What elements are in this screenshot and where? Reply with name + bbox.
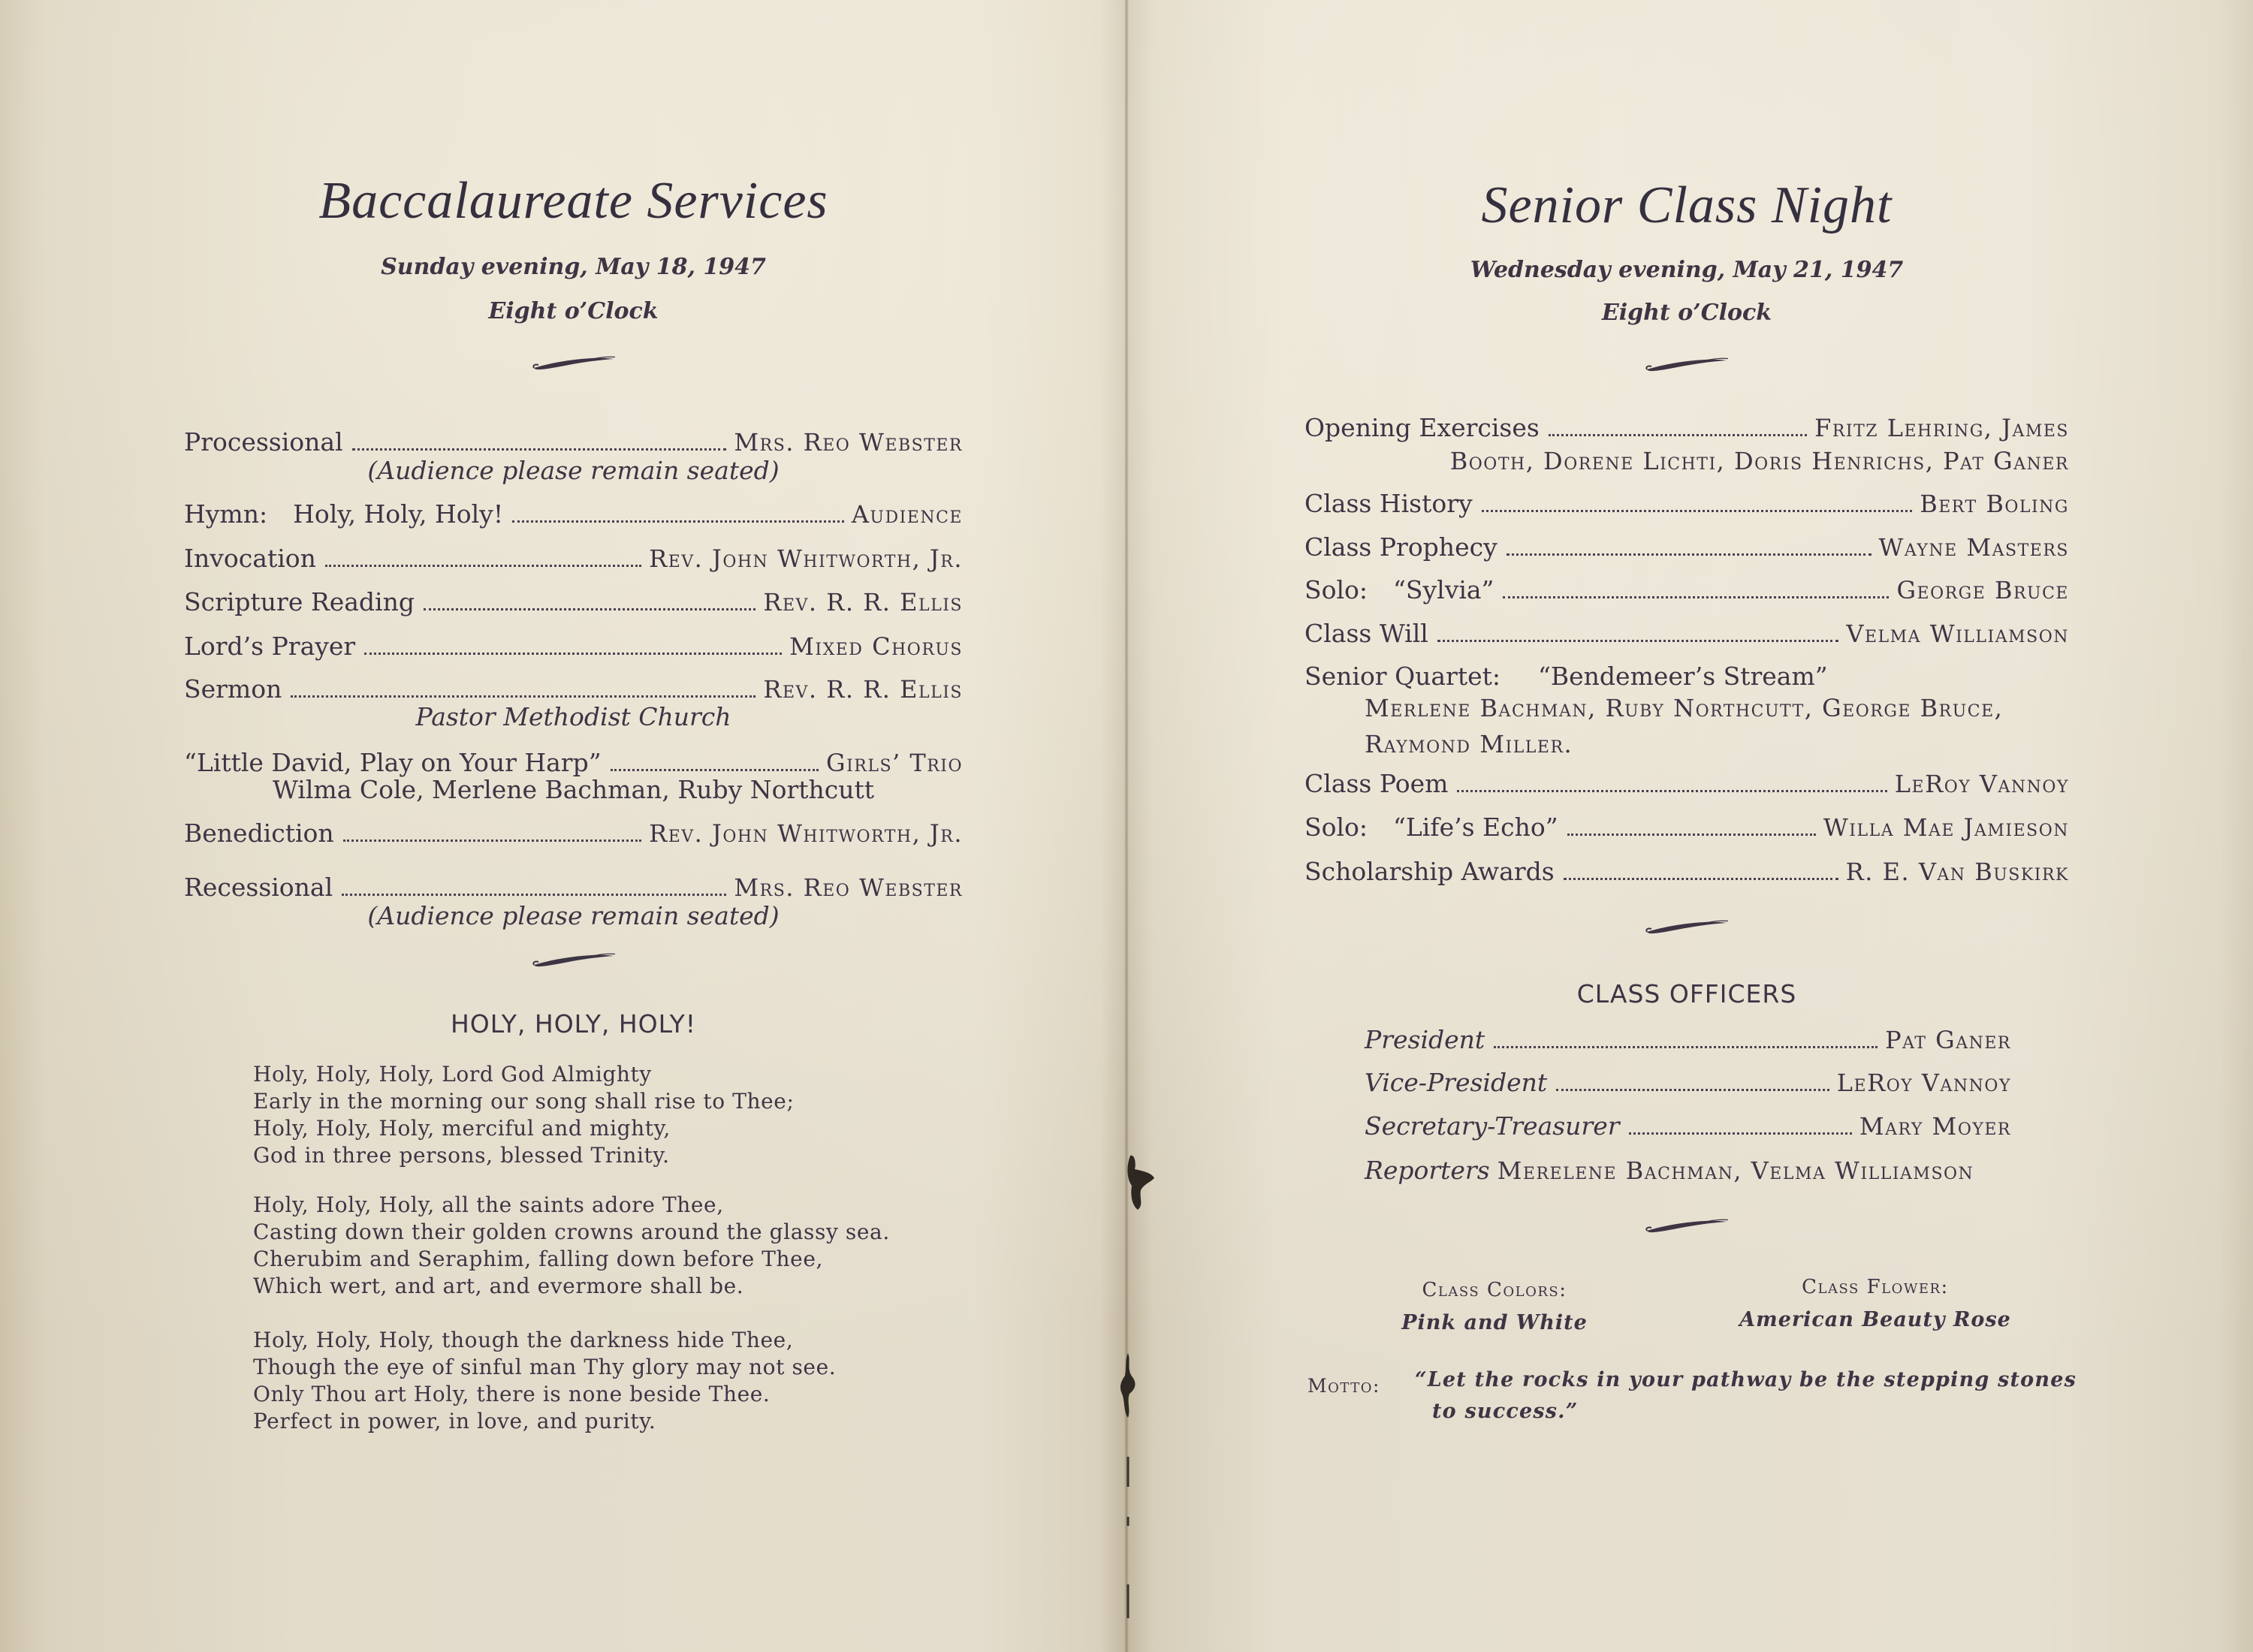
program-row-processional xyxy=(184,427,963,457)
dot-leader xyxy=(1549,434,1807,436)
dot-leader xyxy=(1494,1046,1878,1048)
dot-leader xyxy=(1556,1089,1829,1091)
program-item: Class Prophecy xyxy=(1304,532,1497,562)
dot-leader xyxy=(1564,878,1838,880)
dot-leader xyxy=(325,565,641,567)
program-note: Pastor Methodist Church xyxy=(415,702,731,731)
dot-leader xyxy=(1507,553,1871,556)
officer-name: Pat Ganer xyxy=(1885,1026,2011,1054)
binding-hole-mark xyxy=(1117,1352,1140,1419)
program-row-class-will xyxy=(1304,619,2069,649)
program-item: “Bendemeer’s Stream” xyxy=(1538,662,1828,691)
program-item: “Sylvia” xyxy=(1393,575,1494,604)
officer-role: Secretary-Treasurer xyxy=(1365,1111,1620,1141)
dot-leader xyxy=(611,769,819,771)
baccalaureate-page xyxy=(184,0,963,1652)
dot-leader xyxy=(343,840,641,842)
program-performer: Mixed Chorus xyxy=(789,632,963,661)
program-item: Scholarship Awards xyxy=(1304,857,1555,886)
class-officers-heading: CLASS OFFICERS xyxy=(1576,979,1797,1008)
officer-role: Vice-President xyxy=(1365,1068,1548,1097)
binding-hole-mark xyxy=(1124,1153,1162,1213)
officer-name: Merelene Bachman, Velma Williamson xyxy=(1497,1156,1974,1185)
hymn-line: Only Thou art Holy, there is none beside Thee. xyxy=(253,1382,771,1406)
dot-leader xyxy=(1567,834,1816,836)
program-row-scripture-reading xyxy=(184,587,963,617)
program-item: Invocation xyxy=(184,544,316,573)
dot-leader xyxy=(364,653,782,655)
program-performer: Rev. R. R. Ellis xyxy=(763,675,963,704)
class-colors xyxy=(1337,1277,1652,1337)
program-item: “Little David, Play on Your Harp” xyxy=(184,748,602,777)
hymn-line: Though the eye of sinful man Thy glory may not see. xyxy=(253,1355,837,1379)
program-note: Wilma Cole, Merlene Bachman, Ruby Northcutt xyxy=(272,775,875,804)
program-row-opening-exercises xyxy=(1304,413,2069,443)
program-performer: Wayne Masters xyxy=(1878,533,2069,562)
motto-text-line: to success.” xyxy=(1432,1400,1579,1423)
program-item: Class History xyxy=(1304,489,1473,518)
binding-tick-marks xyxy=(1125,1457,1131,1629)
class-flower xyxy=(1718,1274,2033,1334)
program-performer: Rev. R. R. Ellis xyxy=(763,588,963,616)
program-item: Lord’s Prayer xyxy=(184,632,356,661)
program-performer-continuation: Raymond Miller. xyxy=(1365,730,1573,758)
program-row-solo-sylvia xyxy=(1304,575,2069,605)
program-performer: R. E. Van Buskirk xyxy=(1845,858,2069,886)
officer-row-president xyxy=(1365,1025,2011,1055)
hymn-line: Cherubim and Seraphim, falling down before Thee, xyxy=(253,1247,824,1271)
hymn-line: Which wert, and art, and evermore shall be. xyxy=(253,1274,744,1298)
program-item: Class Poem xyxy=(1304,769,1449,798)
class-flower-value: American Beauty Rose xyxy=(1739,1308,2011,1331)
senior-class-night-page xyxy=(1304,0,2077,1652)
program-performer: Rev. John Whitworth, Jr. xyxy=(649,819,963,848)
program-performer: Mrs. Reo Webster xyxy=(734,873,963,902)
officer-name: Mary Moyer xyxy=(1859,1112,2011,1141)
program-performer: Mrs. Reo Webster xyxy=(734,428,963,457)
hymn-verse xyxy=(253,1061,795,1169)
program-label: Solo: xyxy=(1304,812,1368,842)
event-time: Eight o’Clock xyxy=(1601,300,1772,326)
officer-row-reporters xyxy=(1365,1156,2011,1186)
program-row-class-history xyxy=(1304,489,2069,519)
program-row-class-poem xyxy=(1304,769,2069,799)
event-date: Sunday evening, May 18, 1947 xyxy=(381,254,766,280)
class-colors-label: Class Colors: xyxy=(1422,1279,1567,1301)
program-row-benediction xyxy=(184,818,963,849)
hymn-title: HOLY, HOLY, HOLY! xyxy=(450,1009,697,1039)
hymn-line: Holy, Holy, Holy, Lord God Almighty xyxy=(253,1062,652,1087)
hymn-line: Holy, Holy, Holy, all the saints adore Thee, xyxy=(253,1192,724,1217)
program-row-little-david xyxy=(184,748,963,778)
program-note: (Audience please remain seated) xyxy=(367,901,780,930)
dot-leader xyxy=(352,448,727,451)
motto-text-line: “Let the rocks in your pathway be the stepping stones xyxy=(1415,1368,2077,1391)
class-flower-label: Class Flower: xyxy=(1802,1276,1949,1298)
hymn-line: Holy, Holy, Holy, though the darkness hide Thee, xyxy=(253,1328,794,1352)
event-date: Wednesday evening, May 21, 1947 xyxy=(1470,257,1904,283)
program-note: (Audience please remain seated) xyxy=(367,456,780,485)
hymn-line: Holy, Holy, Holy, merciful and mighty, xyxy=(253,1116,671,1141)
dot-leader xyxy=(1457,790,1887,792)
program-row-scholarship-awards xyxy=(1304,857,2069,887)
officer-role: Reporters xyxy=(1365,1156,1490,1185)
program-row-lords-prayer xyxy=(184,632,963,662)
program-row-solo-lifes-echo xyxy=(1304,812,2069,843)
program-row-senior-quartet xyxy=(1304,662,2069,692)
dot-leader xyxy=(1503,596,1889,598)
program-item: Scripture Reading xyxy=(184,587,415,616)
hymn-verse xyxy=(253,1327,836,1435)
dot-leader xyxy=(424,608,756,610)
flourish-ornament xyxy=(1645,355,1729,373)
program-item: Holy, Holy, Holy! xyxy=(293,499,504,529)
dot-leader xyxy=(1629,1132,1852,1135)
program-performer: Rev. John Whitworth, Jr. xyxy=(649,544,963,573)
program-performer-continuation: Merlene Bachman, Ruby Northcutt, George Bruce, xyxy=(1365,694,2004,722)
program-performer: Audience xyxy=(851,500,963,529)
program-row-recessional xyxy=(184,873,963,903)
program-performer: Bert Boling xyxy=(1920,490,2069,518)
program-row-class-prophecy xyxy=(1304,532,2069,562)
program-performer: Willa Mae Jamieson xyxy=(1823,813,2069,842)
program-item: Benediction xyxy=(184,818,334,848)
program-label: Hymn: xyxy=(184,499,268,529)
program-row-sermon xyxy=(184,674,963,704)
page-title: Baccalaureate Services xyxy=(318,172,828,230)
program-performer: LeRoy Vannoy xyxy=(1894,770,2069,798)
dot-leader xyxy=(342,894,726,896)
program-item: Processional xyxy=(184,427,343,457)
hymn-line: Casting down their golden crowns around the glassy sea. xyxy=(253,1219,890,1244)
program-item: Opening Exercises xyxy=(1304,413,1540,442)
program-performer: Velma Williamson xyxy=(1846,620,2069,648)
program-performer: Fritz Lehring, James xyxy=(1814,414,2069,442)
hymn-line: God in three persons, blessed Trinity. xyxy=(253,1143,670,1168)
hymn-line: Early in the morning our song shall rise to Thee; xyxy=(253,1089,795,1114)
program-item: “Life’s Echo” xyxy=(1393,812,1558,842)
program-performer: George Bruce xyxy=(1896,576,2069,604)
officer-row-secretary-treasurer xyxy=(1365,1111,2011,1141)
program-label: Solo: xyxy=(1304,575,1368,604)
program-item: Class Will xyxy=(1304,619,1428,648)
program-performer-continuation: Booth, Dorene Lichti, Doris Henrichs, Pat Ganer xyxy=(1449,447,2069,475)
flourish-ornament xyxy=(532,354,616,372)
program-row-hymn xyxy=(184,499,963,529)
dot-leader xyxy=(1437,640,1839,642)
program-row-invocation xyxy=(184,544,963,574)
flourish-ornament xyxy=(1645,918,1729,936)
hymn-verse xyxy=(253,1192,890,1300)
motto-label: Motto: xyxy=(1307,1375,1380,1397)
flourish-ornament xyxy=(532,951,616,969)
program-performer: Girls’ Trio xyxy=(826,749,963,777)
program-label: Senior Quartet: xyxy=(1304,662,1501,691)
program-item: Recessional xyxy=(184,873,333,902)
event-time: Eight o’Clock xyxy=(488,298,659,324)
page-title: Senior Class Night xyxy=(1481,176,1893,234)
class-colors-value: Pink and White xyxy=(1401,1311,1588,1334)
officer-role: President xyxy=(1365,1025,1485,1054)
program-item: Sermon xyxy=(184,674,282,704)
hymn-line: Perfect in power, in love, and purity. xyxy=(253,1409,656,1433)
officer-name: LeRoy Vannoy xyxy=(1836,1069,2011,1097)
dot-leader xyxy=(512,520,844,523)
dot-leader xyxy=(1482,510,1913,512)
dot-leader xyxy=(291,695,756,698)
flourish-ornament xyxy=(1645,1216,1729,1234)
officer-row-vice-president xyxy=(1365,1068,2011,1098)
